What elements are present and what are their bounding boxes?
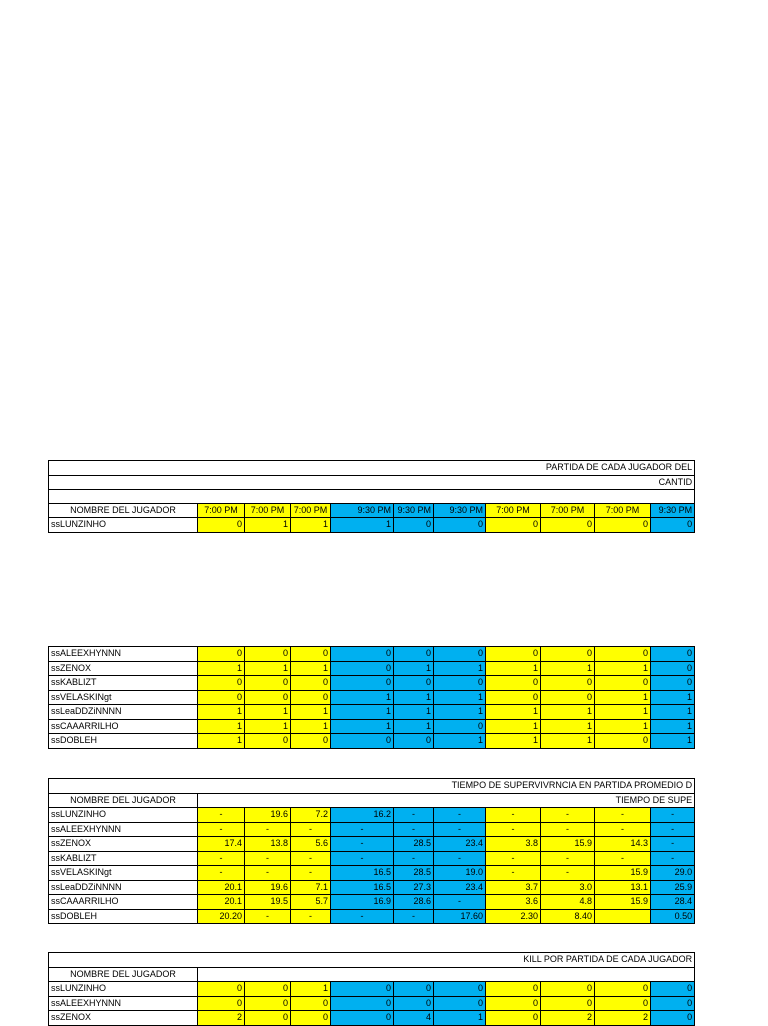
cell-value: 1: [291, 661, 331, 676]
cell-value: 1: [434, 661, 486, 676]
cell-value: -: [595, 851, 651, 866]
cell-value: 13.1: [595, 880, 651, 895]
cell-value: 28.4: [651, 895, 695, 910]
cell-value: 1: [291, 518, 331, 533]
cell-value: -: [198, 822, 245, 837]
cell-value: -: [245, 822, 291, 837]
cell-value: 0: [486, 518, 541, 533]
cell-value: 0: [198, 647, 245, 662]
cell-value: 0: [291, 734, 331, 749]
cell-value: -: [541, 851, 595, 866]
cell-value: -: [394, 808, 434, 823]
cell-value: 0: [331, 982, 394, 997]
cell-value: -: [198, 851, 245, 866]
cell-value: 1: [331, 518, 394, 533]
player-name: ssZENOX: [49, 661, 198, 676]
section3-subtitle: TIEMPO DE SUPE: [198, 793, 695, 808]
cell-value: 1: [486, 661, 541, 676]
cell-value: -: [651, 808, 695, 823]
time-header: 7:00 PM: [541, 503, 595, 518]
table-row: [49, 982, 695, 997]
column-header-player: NOMBRE DEL JUGADOR: [49, 503, 198, 518]
cell-value: 3.6: [486, 895, 541, 910]
cell-value: 1: [541, 719, 595, 734]
cell-value: 0: [541, 996, 595, 1011]
cell-value: 1: [291, 982, 331, 997]
cell-value: 1: [245, 719, 291, 734]
cell-value: 1: [434, 690, 486, 705]
table-row: [49, 996, 695, 1011]
cell-value: -: [541, 808, 595, 823]
cell-value: -: [486, 851, 541, 866]
cell-value: 1: [198, 661, 245, 676]
cell-value: 4: [394, 1011, 434, 1026]
cell-value: 16.5: [331, 880, 394, 895]
cell-value: -: [434, 822, 486, 837]
cell-value: 1: [541, 734, 595, 749]
cell-value: 13.8: [245, 837, 291, 852]
cell-value: 23.4: [434, 880, 486, 895]
cell-value: 0: [486, 690, 541, 705]
cell-value: -: [651, 851, 695, 866]
cell-value: 0: [245, 982, 291, 997]
cell-value: -: [198, 866, 245, 881]
cell-value: 0: [331, 661, 394, 676]
time-header: 9:30 PM: [651, 503, 695, 518]
cell-value: 0: [651, 676, 695, 691]
cell-value: -: [434, 851, 486, 866]
cell-value: 0: [486, 647, 541, 662]
cell-value: -: [245, 866, 291, 881]
cell-value: 2: [595, 1011, 651, 1026]
cell-value: 0: [434, 996, 486, 1011]
cell-value: -: [331, 851, 394, 866]
cell-value: -: [291, 909, 331, 924]
cell-value: 15.9: [595, 866, 651, 881]
cell-value: 0: [394, 734, 434, 749]
table-row: [49, 880, 695, 895]
cell-value: 0: [198, 982, 245, 997]
cell-value: 15.9: [541, 837, 595, 852]
header-blank: [198, 967, 695, 982]
cell-value: 19.6: [245, 880, 291, 895]
column-header-player: NOMBRE DEL JUGADOR: [49, 967, 198, 982]
cell-value: 0.50: [651, 909, 695, 924]
blank-row: [49, 490, 695, 504]
cell-value: 1: [331, 705, 394, 720]
cell-value: 19.5: [245, 895, 291, 910]
cell-value: -: [595, 822, 651, 837]
cell-value: 27.3: [394, 880, 434, 895]
cell-value: 0: [198, 996, 245, 1011]
table-row: [49, 851, 695, 866]
cell-value: 0: [651, 996, 695, 1011]
cell-value: -: [486, 822, 541, 837]
cell-value: 0: [595, 734, 651, 749]
cell-value: -: [245, 851, 291, 866]
cell-value: 3.0: [541, 880, 595, 895]
cell-value: 0: [651, 661, 695, 676]
cell-value: 20.1: [198, 880, 245, 895]
cell-value: 0: [595, 647, 651, 662]
cell-value: 1: [486, 734, 541, 749]
cell-value: 1: [394, 705, 434, 720]
cell-value: 1: [434, 705, 486, 720]
cell-value: 2: [541, 1011, 595, 1026]
cell-value: 0: [198, 690, 245, 705]
cell-value: 1: [651, 734, 695, 749]
cell-value: 0: [291, 1011, 331, 1026]
cell-value: 0: [198, 518, 245, 533]
cell-value: 0: [245, 1011, 291, 1026]
section-kills: [48, 952, 694, 1026]
cell-value: -: [434, 895, 486, 910]
player-name: ssKABLIZT: [49, 851, 198, 866]
cell-value: 1: [291, 719, 331, 734]
cell-value: 1: [245, 705, 291, 720]
cell-value: 14.3: [595, 837, 651, 852]
cell-value: 1: [394, 690, 434, 705]
cell-value: 17.4: [198, 837, 245, 852]
cell-value: -: [291, 851, 331, 866]
cell-value: -: [331, 822, 394, 837]
cell-value: -: [486, 808, 541, 823]
cell-value: 0: [394, 982, 434, 997]
cell-value: -: [245, 909, 291, 924]
cell-value: 0: [291, 690, 331, 705]
cell-value: 1: [595, 719, 651, 734]
cell-value: 8.40: [541, 909, 595, 924]
time-header: 9:30 PM: [394, 503, 434, 518]
cell-value: 0: [331, 1011, 394, 1026]
cell-value: 5.6: [291, 837, 331, 852]
cell-value: 23.4: [434, 837, 486, 852]
cell-value: 0: [331, 734, 394, 749]
cell-value: 0: [331, 676, 394, 691]
time-header: 7:00 PM: [291, 503, 331, 518]
cell-value: 0: [595, 982, 651, 997]
cell-value: 0: [486, 1011, 541, 1026]
player-name: ssCAAARRILHO: [49, 895, 198, 910]
table-row: [49, 647, 695, 662]
cell-value: 1: [651, 705, 695, 720]
cell-value: 0: [651, 982, 695, 997]
section4-title: KILL POR PARTIDA DE CADA JUGADOR: [49, 953, 695, 968]
cell-value: 0: [331, 996, 394, 1011]
cell-value: 0: [198, 676, 245, 691]
cell-value: 1: [198, 719, 245, 734]
cell-value: 1: [434, 1011, 486, 1026]
time-header: 9:30 PM: [434, 503, 486, 518]
cell-value: 1: [651, 690, 695, 705]
cell-value: 5.7: [291, 895, 331, 910]
player-name: ssALEEXHYNNN: [49, 822, 198, 837]
table-row: [49, 1011, 695, 1026]
cell-value: 0: [291, 996, 331, 1011]
time-header: 7:00 PM: [486, 503, 541, 518]
cell-value: 0: [245, 734, 291, 749]
cell-value: 1: [331, 719, 394, 734]
player-name: ssLeaDDZiNNNN: [49, 705, 198, 720]
cell-value: 3.7: [486, 880, 541, 895]
cell-value: 0: [541, 690, 595, 705]
cell-value: 1: [245, 518, 291, 533]
cell-value: -: [486, 866, 541, 881]
player-name: ssDOBLEH: [49, 734, 198, 749]
cell-value: -: [291, 822, 331, 837]
cell-value: -: [291, 866, 331, 881]
cell-value: 0: [486, 676, 541, 691]
player-name: ssLeaDDZiNNNN: [49, 880, 198, 895]
cell-value: 25.9: [651, 880, 695, 895]
cell-value: 0: [434, 647, 486, 662]
cell-value: 28.5: [394, 866, 434, 881]
cell-value: 0: [651, 518, 695, 533]
cell-value: -: [394, 909, 434, 924]
table-row: [49, 518, 695, 533]
cell-value: -: [541, 866, 595, 881]
cell-value: -: [331, 837, 394, 852]
cell-value: 1: [651, 719, 695, 734]
cell-value: 0: [595, 996, 651, 1011]
time-header: 7:00 PM: [198, 503, 245, 518]
player-name: ssDOBLEH: [49, 909, 198, 924]
cell-value: 2: [198, 1011, 245, 1026]
cell-value: 0: [541, 982, 595, 997]
cell-value: 1: [541, 661, 595, 676]
cell-value: -: [595, 808, 651, 823]
cell-value: -: [434, 808, 486, 823]
table-row: [49, 837, 695, 852]
table-row: [49, 661, 695, 676]
cell-value: 19.0: [434, 866, 486, 881]
section3-title: TIEMPO DE SUPERVIVRNCIA EN PARTIDA PROMEDIO D: [49, 779, 695, 794]
cell-value: 0: [434, 676, 486, 691]
cell-value: 19.6: [245, 808, 291, 823]
cell-value: 0: [541, 518, 595, 533]
cell-value: -: [651, 822, 695, 837]
player-name: ssALEEXHYNNN: [49, 996, 198, 1011]
player-name: ssZENOX: [49, 1011, 198, 1026]
cell-value: 28.5: [394, 837, 434, 852]
cell-value: 1: [245, 661, 291, 676]
table-row: [49, 822, 695, 837]
cell-value: 1: [394, 719, 434, 734]
cell-value: 3.8: [486, 837, 541, 852]
player-name: ssKABLIZT: [49, 676, 198, 691]
cell-value: 29.0: [651, 866, 695, 881]
cell-value: 0: [394, 518, 434, 533]
cell-value: 0: [245, 996, 291, 1011]
cell-value: 16.9: [331, 895, 394, 910]
table-row: [49, 719, 695, 734]
cell-value: 20.1: [198, 895, 245, 910]
player-name: ssLUNZINHO: [49, 808, 198, 823]
table-row: [49, 690, 695, 705]
cell-value: 0: [245, 647, 291, 662]
table-row: [49, 676, 695, 691]
column-header-player: NOMBRE DEL JUGADOR: [49, 793, 198, 808]
cell-value: 0: [651, 1011, 695, 1026]
section1-title: PARTIDA DE CADA JUGADOR DEL: [49, 461, 695, 476]
time-header: 7:00 PM: [245, 503, 291, 518]
cell-value: 0: [245, 676, 291, 691]
player-name: ssLUNZINHO: [49, 518, 198, 533]
cell-value: 0: [595, 518, 651, 533]
cell-value: 16.5: [331, 866, 394, 881]
cell-value: 0: [245, 690, 291, 705]
cell-value: 1: [595, 661, 651, 676]
section-cantidad-partidas: [48, 460, 694, 533]
cell-value: 0: [541, 647, 595, 662]
section1-subtitle: CANTID: [49, 475, 695, 490]
cell-value: -: [198, 808, 245, 823]
cell-value: -: [394, 851, 434, 866]
table-row: [49, 705, 695, 720]
cell-value: -: [331, 909, 394, 924]
cell-value: 1: [486, 719, 541, 734]
cell-value: 0: [651, 647, 695, 662]
cell-value: 4.8: [541, 895, 595, 910]
cell-value: -: [651, 837, 695, 852]
section-tiempo-supervivencia: [48, 778, 694, 924]
cell-value: 1: [595, 705, 651, 720]
cell-value: 0: [434, 982, 486, 997]
cell-value: 0: [331, 647, 394, 662]
cell-value: 1: [394, 661, 434, 676]
player-name: ssVELASKINgt: [49, 690, 198, 705]
cell-value: 1: [595, 690, 651, 705]
time-header: 9:30 PM: [331, 503, 394, 518]
cell-value: 1: [486, 705, 541, 720]
cell-value: -: [394, 822, 434, 837]
table-row: [49, 895, 695, 910]
player-name: ssLUNZINHO: [49, 982, 198, 997]
cell-value: 16.2: [331, 808, 394, 823]
cell-value: 17.60: [434, 909, 486, 924]
section-cantidad-partidas-cont: [48, 646, 694, 749]
cell-value: 0: [394, 647, 434, 662]
cell-value: 15.9: [595, 895, 651, 910]
cell-value: 0: [291, 676, 331, 691]
cell-value: 1: [541, 705, 595, 720]
cell-value: 20.20: [198, 909, 245, 924]
table-row: [49, 734, 695, 749]
time-header: 7:00 PM: [595, 503, 651, 518]
player-name: ssZENOX: [49, 837, 198, 852]
cell-value: 0: [434, 518, 486, 533]
cell-value: 28.6: [394, 895, 434, 910]
cell-value: 1: [198, 734, 245, 749]
cell-value: 2.30: [486, 909, 541, 924]
cell-value: 0: [486, 996, 541, 1011]
table-row: [49, 909, 695, 924]
table-row: [49, 866, 695, 881]
cell-value: 0: [595, 676, 651, 691]
cell-value: 1: [434, 734, 486, 749]
cell-value: [595, 909, 651, 924]
cell-value: 0: [394, 676, 434, 691]
cell-value: 0: [434, 719, 486, 734]
table-row: [49, 808, 695, 823]
cell-value: 0: [394, 996, 434, 1011]
player-name: ssVELASKINgt: [49, 866, 198, 881]
cell-value: 0: [486, 982, 541, 997]
cell-value: 7.1: [291, 880, 331, 895]
cell-value: 1: [331, 690, 394, 705]
cell-value: -: [541, 822, 595, 837]
cell-value: 0: [541, 676, 595, 691]
cell-value: 1: [198, 705, 245, 720]
player-name: ssALEEXHYNNN: [49, 647, 198, 662]
player-name: ssCAAARRILHO: [49, 719, 198, 734]
cell-value: 7.2: [291, 808, 331, 823]
cell-value: 0: [291, 647, 331, 662]
cell-value: 1: [291, 705, 331, 720]
